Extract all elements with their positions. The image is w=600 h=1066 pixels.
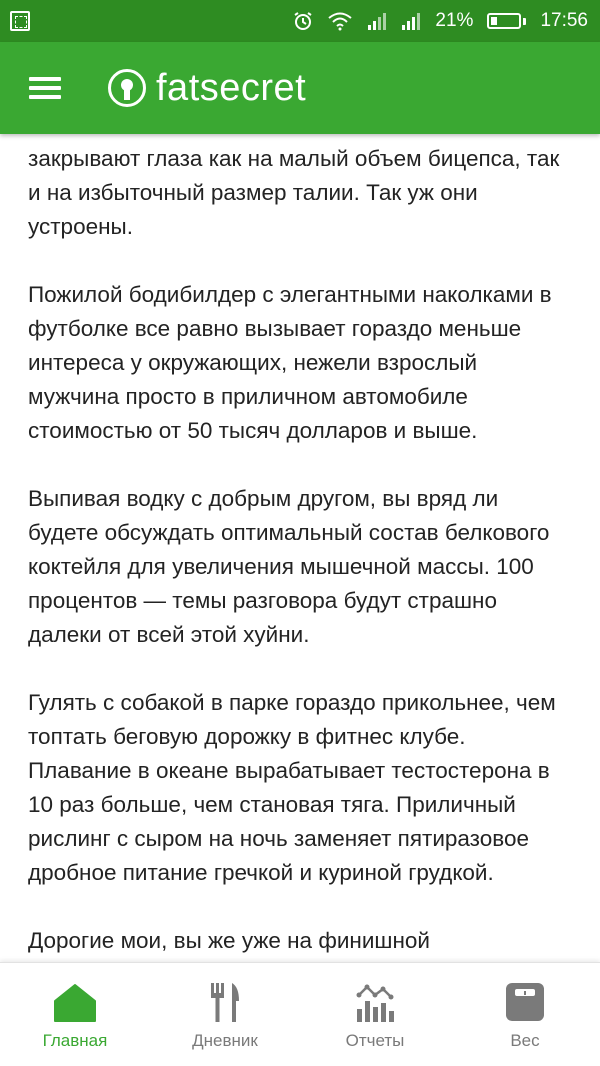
wifi-icon	[327, 11, 353, 31]
hamburger-icon	[29, 77, 61, 99]
status-bar	[0, 0, 600, 42]
screenshot-icon	[10, 11, 30, 31]
article-paragraph: Пожилой бодибилдер с элегантными наколками в футболке все равно вызывает гораздо меньше интереса у окружающих, нежели взрослый мужчина просто в приличном автомобиле стоимостью от 50 тысяч долларов и выше.	[28, 282, 552, 443]
signal-icon	[367, 11, 387, 31]
alarm-icon	[293, 11, 313, 31]
status-left	[10, 11, 30, 31]
nav-reports[interactable]	[300, 963, 450, 1051]
menu-button[interactable]	[0, 42, 90, 134]
keyhole-logo-icon	[108, 69, 146, 107]
nav-label-reports: Отчеты	[345, 1031, 405, 1050]
nav-home[interactable]	[0, 963, 150, 1051]
nav-label-weight: Вес	[510, 1031, 540, 1050]
nav-label-home: Главная	[42, 1031, 108, 1050]
scale-icon	[505, 981, 545, 1023]
status-right	[293, 10, 588, 32]
chart-icon	[355, 981, 395, 1023]
nav-diary[interactable]	[150, 963, 300, 1051]
nav-label-diary: Дневник	[192, 1031, 258, 1050]
brand-name: fatsecret	[156, 66, 307, 109]
fork-knife-icon	[208, 981, 242, 1023]
article-paragraph: закрывают глаза как на малый объем бицепса, так и на избыточный размер талии. Так уж они устроены.	[28, 146, 560, 239]
battery-percent: 21%	[435, 10, 474, 31]
clock: 17:56	[540, 10, 588, 31]
article-paragraph: Дорогие мои, вы же уже на финишной	[28, 928, 430, 953]
brand-logo[interactable]	[108, 67, 306, 110]
nav-weight[interactable]	[450, 963, 600, 1051]
bottom-navigation	[0, 962, 600, 1066]
article-paragraph: Выпивая водку с добрым другом, вы вряд ли будете обсуждать оптимальный состав белкового коктейля для увеличения мышечной массы. 100 процентов — темы разговора будут страшно далеки от всей этой хуйни.	[28, 486, 550, 647]
signal-icon	[401, 11, 421, 31]
article-paragraph: Гулять с собакой в парке гораздо прикольнее, чем топтать беговую дорожку в фитнес клубе. Плавание в океане вырабатывает тестостерона в 10 раз больше, чем становая тяга. Приличный рислинг с сыром на ночь заменяет пятиразовое дробное питание гречкой и куриной грудкой.	[28, 690, 556, 885]
home-icon	[53, 983, 97, 1023]
article-content[interactable]	[0, 134, 600, 962]
battery-icon	[487, 13, 526, 29]
app-bar	[0, 42, 600, 134]
